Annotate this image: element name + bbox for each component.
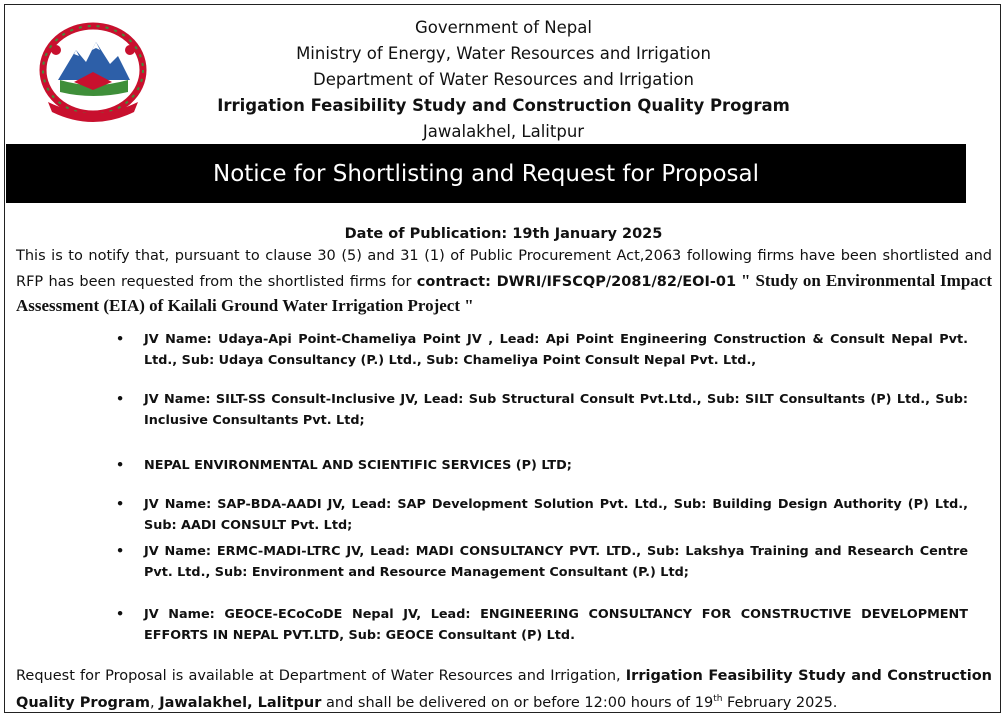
header-department: Department of Water Resources and Irrigation: [313, 70, 694, 89]
header-location: Jawalakhel, Lalitpur: [422, 122, 585, 141]
firm-text: JV Name: GEOCE-ECoCoDE Nepal JV, Lead: ENGINEERING CONSULTANCY FOR CONSTRUCTIVE DEVELOPMENT EFFORTS IN NEPAL PVT.LTD, Sub: GEOCE Consultant (P) Ltd.: [144, 607, 968, 643]
firm-text: JV Name: ERMC-MADI-LTRC JV, Lead: MADI CONSULTANCY PVT. LTD., Sub: Lakshya Training and Research Centre Pvt. Ltd., Sub: Environment and Resource Management Consultant (P.) Ltd;: [144, 544, 968, 580]
project-title: " Study on Environmental Impact Assessment (EIA) of Kailali Ground Water Irrigation Project ": [16, 270, 992, 315]
closing-text-1: Request for Proposal is available at Department of Water Resources and Irrigation,: [16, 668, 626, 684]
closing-date-suffix: th: [713, 694, 723, 704]
list-item: [118, 494, 968, 536]
list-item: [118, 455, 968, 476]
bullet-icon: •: [116, 458, 125, 473]
closing-paragraph: [16, 665, 992, 715]
firm-text: JV Name: SAP-BDA-AADI JV, Lead: SAP Development Solution Pvt. Ltd., Sub: Building Design Authority (P) Ltd., Sub: AADI CONSULT Pvt. Ltd;: [144, 497, 968, 533]
firm-text: JV Name: Udaya-Api Point-Chameliya Point JV , Lead: Api Point Engineering Construction & Consult Nepal Pvt. Ltd., Sub: Udaya Consultancy (P.) Ltd., Sub: Chameliya Point Consult Nepal Pvt. Ltd.,: [144, 332, 968, 368]
bullet-icon: •: [116, 332, 125, 347]
bullet-icon: •: [116, 607, 125, 622]
list-item: [118, 389, 968, 431]
bullet-icon: •: [116, 544, 125, 559]
bullet-icon: •: [116, 497, 125, 512]
closing-text-2: ,: [149, 694, 160, 711]
closing-program: Irrigation Feasibility Study and Construction Quality Program: [16, 668, 992, 711]
list-item: [118, 604, 968, 646]
header-program: Irrigation Feasibility Study and Construction Quality Program: [217, 96, 790, 115]
closing-text-4: February 2025.: [722, 694, 838, 711]
firm-text: NEPAL ENVIRONMENTAL AND SCIENTIFIC SERVICES (P) LTD;: [144, 458, 572, 473]
list-item: [118, 329, 968, 371]
header-government: Government of Nepal: [415, 18, 592, 37]
bullet-icon: •: [116, 392, 125, 407]
closing-location: Jawalakhel, Lalitpur: [159, 694, 322, 711]
header-ministry: Ministry of Energy, Water Resources and Irrigation: [296, 44, 711, 63]
notice-title: Notice for Shortlisting and Request for Proposal: [213, 160, 759, 187]
intro-paragraph: [16, 245, 992, 320]
notice-title-banner: [6, 144, 966, 203]
list-item: [118, 541, 968, 583]
contract-number: contract: DWRI/IFSCQP/2081/82/EOI-01: [416, 273, 737, 290]
publication-date: Date of Publication: 19th January 2025: [344, 226, 663, 242]
intro-text: This is to notify that, pursuant to clause 30 (5) and 31 (1) of Public Procurement Act,2063 following firms have been shortlisted and RFP has been requested from the shortlisted firms for: [16, 248, 992, 290]
firm-text: JV Name: SILT-SS Consult-Inclusive JV, Lead: Sub Structural Consult Pvt.Ltd., Sub: SILT Consultants (P) Ltd., Sub: Inclusive Consultants Pvt. Ltd;: [144, 392, 968, 428]
closing-text-3: and shall be delivered on or before 12:00 hours of 19: [321, 694, 714, 711]
